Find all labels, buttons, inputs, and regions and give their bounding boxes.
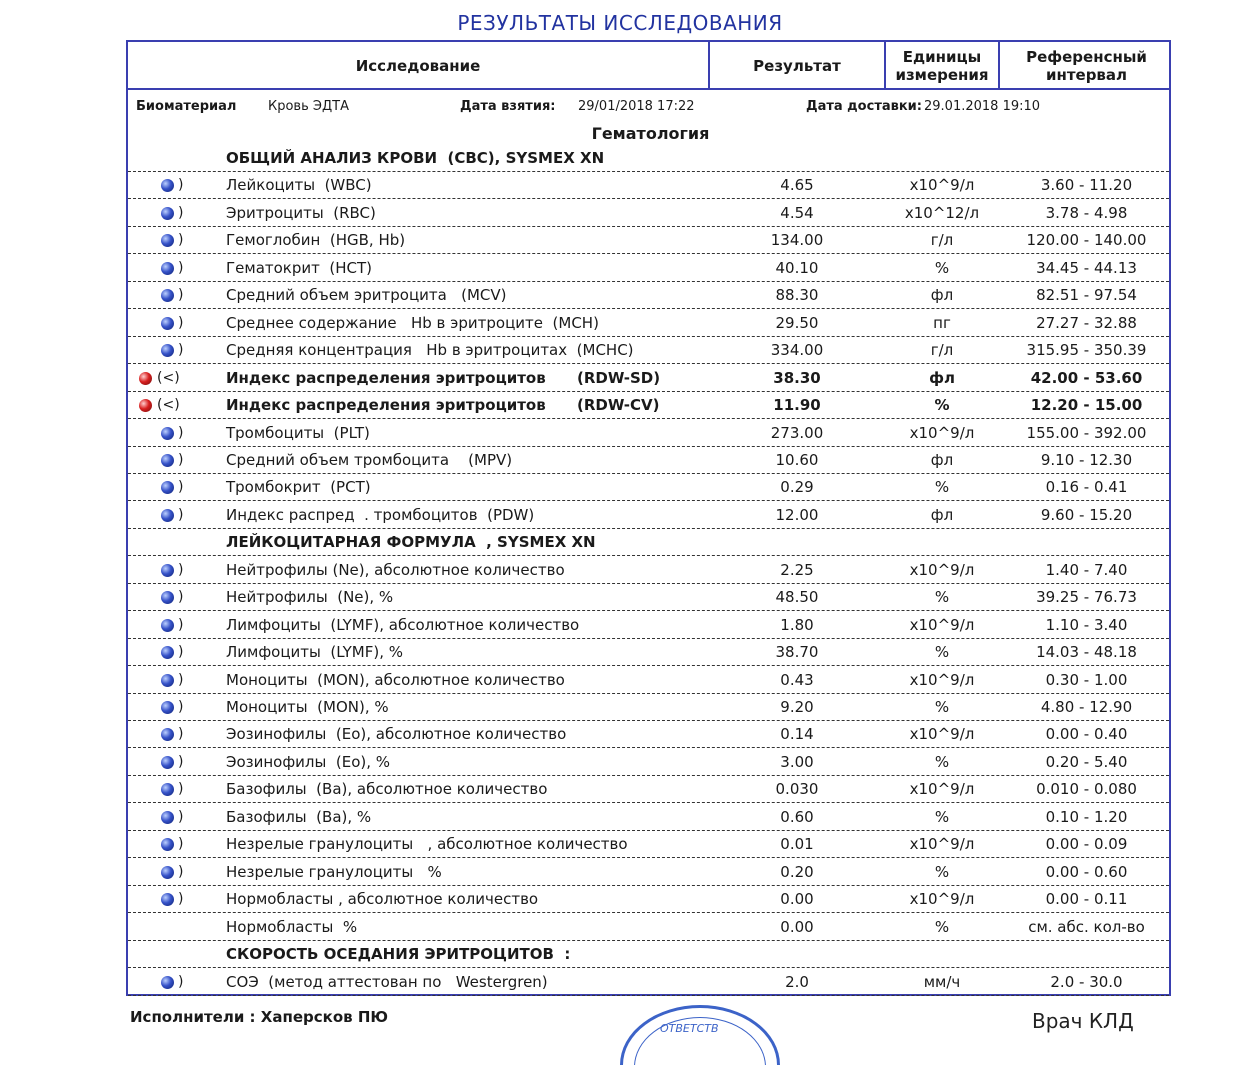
normal-flag-icon: [161, 783, 174, 796]
units-value: %: [934, 478, 950, 497]
test-name: Моноциты (MON), %: [226, 698, 389, 716]
table-row: [128, 667, 1169, 694]
test-name: Индекс распределения эритроцитов (RDW-CV): [226, 396, 660, 414]
result-value: 0.00: [780, 890, 814, 909]
result-value: 0.14: [780, 725, 814, 744]
reference-value: 0.00 - 0.11: [1045, 890, 1128, 909]
table-row: [128, 255, 1169, 282]
table-row: [128, 365, 1169, 392]
column-header-reference: Референсный интервал: [1026, 47, 1147, 84]
normal-flag-icon: [161, 234, 174, 247]
flag-mark: ): [178, 644, 184, 661]
flag-mark: ): [178, 342, 184, 359]
column-header-test: Исследование: [355, 56, 481, 75]
result-value: 29.50: [775, 313, 819, 332]
result-value: 40.10: [775, 258, 819, 277]
table-row: [128, 227, 1169, 254]
units-value: x10^9/л: [909, 890, 975, 909]
table-row: [128, 420, 1169, 447]
stamp-text: ОТВЕТСТВ: [660, 1022, 719, 1035]
units-value: %: [934, 807, 950, 826]
result-value: 1.80: [780, 615, 814, 634]
test-name: Моноциты (MON), абсолютное количество: [226, 670, 565, 689]
result-value: 0.43: [780, 670, 814, 689]
reference-value: 0.20 - 5.40: [1045, 752, 1128, 771]
reference-value: 3.60 - 11.20: [1040, 176, 1133, 195]
table-row: [128, 694, 1169, 721]
table-row: [128, 337, 1169, 364]
normal-flag-icon: [161, 756, 174, 769]
executors: Исполнители : Хаперсков ПЮ: [130, 1008, 388, 1026]
group-header: [128, 529, 1169, 556]
units-value: фл: [929, 368, 955, 387]
units-value: x10^9/л: [909, 670, 975, 689]
test-name: Тромбокрит (PCT): [226, 478, 371, 497]
table-row: [128, 859, 1169, 886]
flag-mark: ): [178, 561, 184, 578]
normal-flag-icon: [161, 893, 174, 906]
units-value: x10^9/л: [909, 615, 975, 634]
normal-flag-icon: [161, 591, 174, 604]
table-row: [128, 310, 1169, 337]
normal-flag-icon: [161, 207, 174, 220]
low-flag-icon: [139, 399, 152, 412]
flag-mark: ): [178, 451, 184, 468]
result-value: 0.030: [775, 780, 819, 799]
table-row: [128, 969, 1169, 996]
normal-flag-icon: [161, 289, 174, 302]
units-value: г/л: [930, 341, 954, 360]
result-value: 48.50: [775, 588, 819, 607]
units-value: %: [934, 396, 950, 414]
test-name: Нейтрофилы (Ne), абсолютное количество: [226, 560, 565, 579]
test-name: Лейкоциты (WBC): [226, 176, 372, 195]
result-value: 9.20: [780, 698, 814, 716]
flag-mark: ): [178, 836, 184, 853]
result-value: 10.60: [775, 450, 819, 469]
table-row: [128, 584, 1169, 611]
table-row: [128, 612, 1169, 639]
test-name: СОЭ (метод аттестован по Westergren): [226, 972, 548, 991]
test-name: Незрелые гранулоциты %: [226, 862, 442, 881]
reference-value: см. абс. кол-во: [1028, 917, 1145, 936]
units-value: г/л: [930, 231, 954, 250]
normal-flag-icon: [161, 454, 174, 467]
table-row: [128, 200, 1169, 227]
test-name: Гематокрит (HCT): [226, 258, 373, 277]
reference-value: 14.03 - 48.18: [1036, 643, 1137, 662]
flag-mark: ): [178, 973, 184, 990]
test-name: Среднее содержание Hb в эритроците (MCH): [226, 313, 599, 332]
test-name: Эозинофилы (Eo), абсолютное количество: [226, 725, 567, 744]
table-row: [128, 447, 1169, 474]
test-name: Средний объем эритроцита (MCV): [226, 286, 507, 305]
reference-value: 0.00 - 0.60: [1045, 862, 1128, 881]
flag-mark: ): [178, 891, 184, 908]
low-flag-icon: [139, 372, 152, 385]
flag-mark: ): [178, 177, 184, 194]
biomaterial-label: Биоматериал: [136, 99, 237, 114]
flag-mark: ): [178, 863, 184, 880]
test-name: Гемоглобин (HGB, Hb): [226, 231, 406, 250]
units-value: %: [934, 917, 950, 936]
result-value: 0.00: [780, 917, 814, 936]
result-value: 88.30: [775, 286, 819, 305]
table-row: [128, 831, 1169, 858]
flag-mark: ): [178, 424, 184, 441]
units-value: x10^9/л: [909, 835, 975, 854]
units-value: %: [934, 698, 950, 716]
page-title: РЕЗУЛЬТАТЫ ИССЛЕДОВАНИЯ: [457, 11, 783, 35]
table-row: [128, 172, 1169, 199]
normal-flag-icon: [161, 976, 174, 989]
normal-flag-icon: [161, 838, 174, 851]
reference-value: 39.25 - 76.73: [1036, 588, 1137, 607]
units-value: фл: [930, 505, 954, 524]
reference-value: 0.30 - 1.00: [1045, 670, 1128, 689]
reference-value: 82.51 - 97.54: [1036, 286, 1137, 305]
table-row: [128, 804, 1169, 831]
units-value: x10^9/л: [909, 725, 975, 744]
units-value: фл: [930, 286, 954, 305]
test-name: Эритроциты (RBC): [226, 203, 376, 222]
table-row: [128, 886, 1169, 913]
flag-mark: ): [178, 671, 184, 688]
reference-value: 1.40 - 7.40: [1045, 560, 1128, 579]
flag-mark: ): [178, 259, 184, 276]
flag-mark: ): [178, 753, 184, 770]
flag-mark: ): [178, 589, 184, 606]
flag-mark: ): [178, 616, 184, 633]
flag-mark: ): [178, 506, 184, 523]
flag-mark: ): [178, 287, 184, 304]
flag-mark: ): [178, 781, 184, 798]
result-value: 334.00: [770, 341, 824, 360]
result-value: 3.00: [780, 752, 814, 771]
reference-value: 2.0 - 30.0: [1050, 972, 1123, 991]
units-value: %: [934, 862, 950, 881]
units-value: %: [934, 643, 950, 662]
result-value: 38.70: [775, 643, 819, 662]
group-title: СКОРОСТЬ ОСЕДАНИЯ ЭРИТРОЦИТОВ :: [226, 945, 571, 963]
test-name: Средний объем тромбоцита (MPV): [226, 450, 513, 469]
flag-mark: (<): [157, 397, 180, 413]
test-name: Средняя концентрация Hb в эритроцитах (MCHC): [226, 341, 634, 360]
result-value: 4.65: [780, 176, 814, 195]
flag-mark: ): [178, 314, 184, 331]
units-value: мм/ч: [923, 972, 961, 991]
result-value: 134.00: [770, 231, 824, 250]
result-value: 2.25: [780, 560, 814, 579]
table-row: [128, 474, 1169, 501]
table-row: [128, 776, 1169, 803]
test-name: Лимфоциты (LYMF), %: [226, 643, 404, 662]
test-name: Нормобласты , абсолютное количество: [226, 890, 539, 909]
group-title: ОБЩИЙ АНАЛИЗ КРОВИ (CBC), SYSMEX XN: [226, 149, 605, 167]
result-value: 0.20: [780, 862, 814, 881]
result-value: 0.01: [780, 835, 814, 854]
reference-value: 0.16 - 0.41: [1045, 478, 1128, 497]
normal-flag-icon: [161, 179, 174, 192]
reference-value: 0.00 - 0.09: [1045, 835, 1128, 854]
reference-value: 4.80 - 12.90: [1040, 698, 1133, 716]
result-value: 11.90: [773, 396, 821, 414]
test-name: Незрелые гранулоциты , абсолютное количество: [226, 835, 628, 854]
normal-flag-icon: [161, 427, 174, 440]
flag-mark: ): [178, 204, 184, 221]
test-name: Нейтрофилы (Ne), %: [226, 588, 394, 607]
group-header: [128, 941, 1169, 968]
flag-mark: ): [178, 479, 184, 496]
result-value: 38.30: [773, 368, 821, 387]
group-header: [128, 145, 1169, 172]
result-value: 2.0: [785, 972, 809, 991]
reference-value: 155.00 - 392.00: [1026, 423, 1147, 442]
result-value: 4.54: [780, 203, 814, 222]
result-value: 273.00: [770, 423, 824, 442]
results-table: [126, 40, 1171, 996]
section-title: Гематология: [591, 124, 710, 143]
flag-mark: (<): [157, 369, 180, 386]
table-row: [128, 502, 1169, 529]
units-value: x10^9/л: [909, 560, 975, 579]
normal-flag-icon: [161, 619, 174, 632]
normal-flag-icon: [161, 317, 174, 330]
delivery-date-label: Дата доставки:: [806, 99, 922, 114]
test-name: Лимфоциты (LYMF), абсолютное количество: [226, 615, 580, 634]
reference-value: 1.10 - 3.40: [1045, 615, 1128, 634]
flag-mark: ): [178, 808, 184, 825]
taken-date-value: 29/01/2018 17:22: [578, 99, 695, 114]
flag-mark: ): [178, 232, 184, 249]
reference-value: 315.95 - 350.39: [1026, 341, 1147, 360]
normal-flag-icon: [161, 811, 174, 824]
reference-value: 42.00 - 53.60: [1030, 368, 1143, 387]
stamp: [620, 1005, 780, 1065]
reference-value: 3.78 - 4.98: [1045, 203, 1128, 222]
units-value: x10^9/л: [909, 423, 975, 442]
units-value: %: [934, 752, 950, 771]
reference-value: 0.00 - 0.40: [1045, 725, 1128, 744]
normal-flag-icon: [161, 344, 174, 357]
flag-mark: ): [178, 699, 184, 715]
normal-flag-icon: [161, 509, 174, 522]
test-name: Индекс распред . тромбоцитов (PDW): [226, 505, 535, 524]
taken-date-label: Дата взятия:: [460, 99, 556, 114]
doctor-title: Врач КЛД: [1032, 1009, 1134, 1033]
group-title: ЛЕЙКОЦИТАРНАЯ ФОРМУЛА , SYSMEX XN: [226, 533, 596, 552]
reference-value: 9.60 - 15.20: [1040, 505, 1133, 524]
delivery-date-value: 29.01.2018 19:10: [924, 99, 1041, 114]
test-name: Тромбоциты (PLT): [226, 423, 370, 442]
reference-value: 120.00 - 140.00: [1026, 231, 1147, 250]
units-value: %: [934, 588, 950, 607]
test-name: Базофилы (Ba), %: [226, 807, 372, 826]
units-value: x10^9/л: [909, 780, 975, 799]
normal-flag-icon: [161, 646, 174, 659]
normal-flag-icon: [161, 701, 174, 714]
units-value: фл: [930, 450, 954, 469]
normal-flag-icon: [161, 728, 174, 741]
result-value: 0.29: [780, 478, 814, 497]
units-value: пг: [933, 313, 951, 332]
units-value: x10^9/л: [909, 176, 975, 195]
table-row: [128, 392, 1169, 419]
result-value: 12.00: [775, 505, 819, 524]
normal-flag-icon: [161, 866, 174, 879]
reference-value: 0.10 - 1.20: [1045, 807, 1128, 826]
test-name: Базофилы (Ba), абсолютное количество: [226, 780, 548, 799]
reference-value: 34.45 - 44.13: [1036, 258, 1137, 277]
flag-mark: ): [178, 726, 184, 743]
normal-flag-icon: [161, 674, 174, 687]
result-value: 0.60: [780, 807, 814, 826]
normal-flag-icon: [161, 262, 174, 275]
table-row: [128, 282, 1169, 309]
table-row: [128, 721, 1169, 748]
biomaterial-value: Кровь ЭДТА: [268, 99, 349, 114]
normal-flag-icon: [161, 564, 174, 577]
column-header-result: Результат: [753, 56, 841, 75]
reference-value: 27.27 - 32.88: [1036, 313, 1137, 332]
table-row: [128, 639, 1169, 666]
table-row: [128, 914, 1169, 941]
units-value: x10^12/л: [904, 203, 980, 222]
units-value: %: [934, 258, 950, 277]
test-name: Эозинофилы (Eo), %: [226, 752, 391, 771]
normal-flag-icon: [161, 481, 174, 494]
test-name: Нормобласты %: [226, 917, 358, 936]
column-header-units: Единицы измерения: [895, 47, 989, 84]
reference-value: 12.20 - 15.00: [1030, 396, 1143, 414]
reference-value: 0.010 - 0.080: [1036, 780, 1137, 799]
test-name: Индекс распределения эритроцитов (RDW-SD): [226, 368, 661, 387]
reference-value: 9.10 - 12.30: [1040, 450, 1133, 469]
table-row: [128, 557, 1169, 584]
table-row: [128, 749, 1169, 776]
